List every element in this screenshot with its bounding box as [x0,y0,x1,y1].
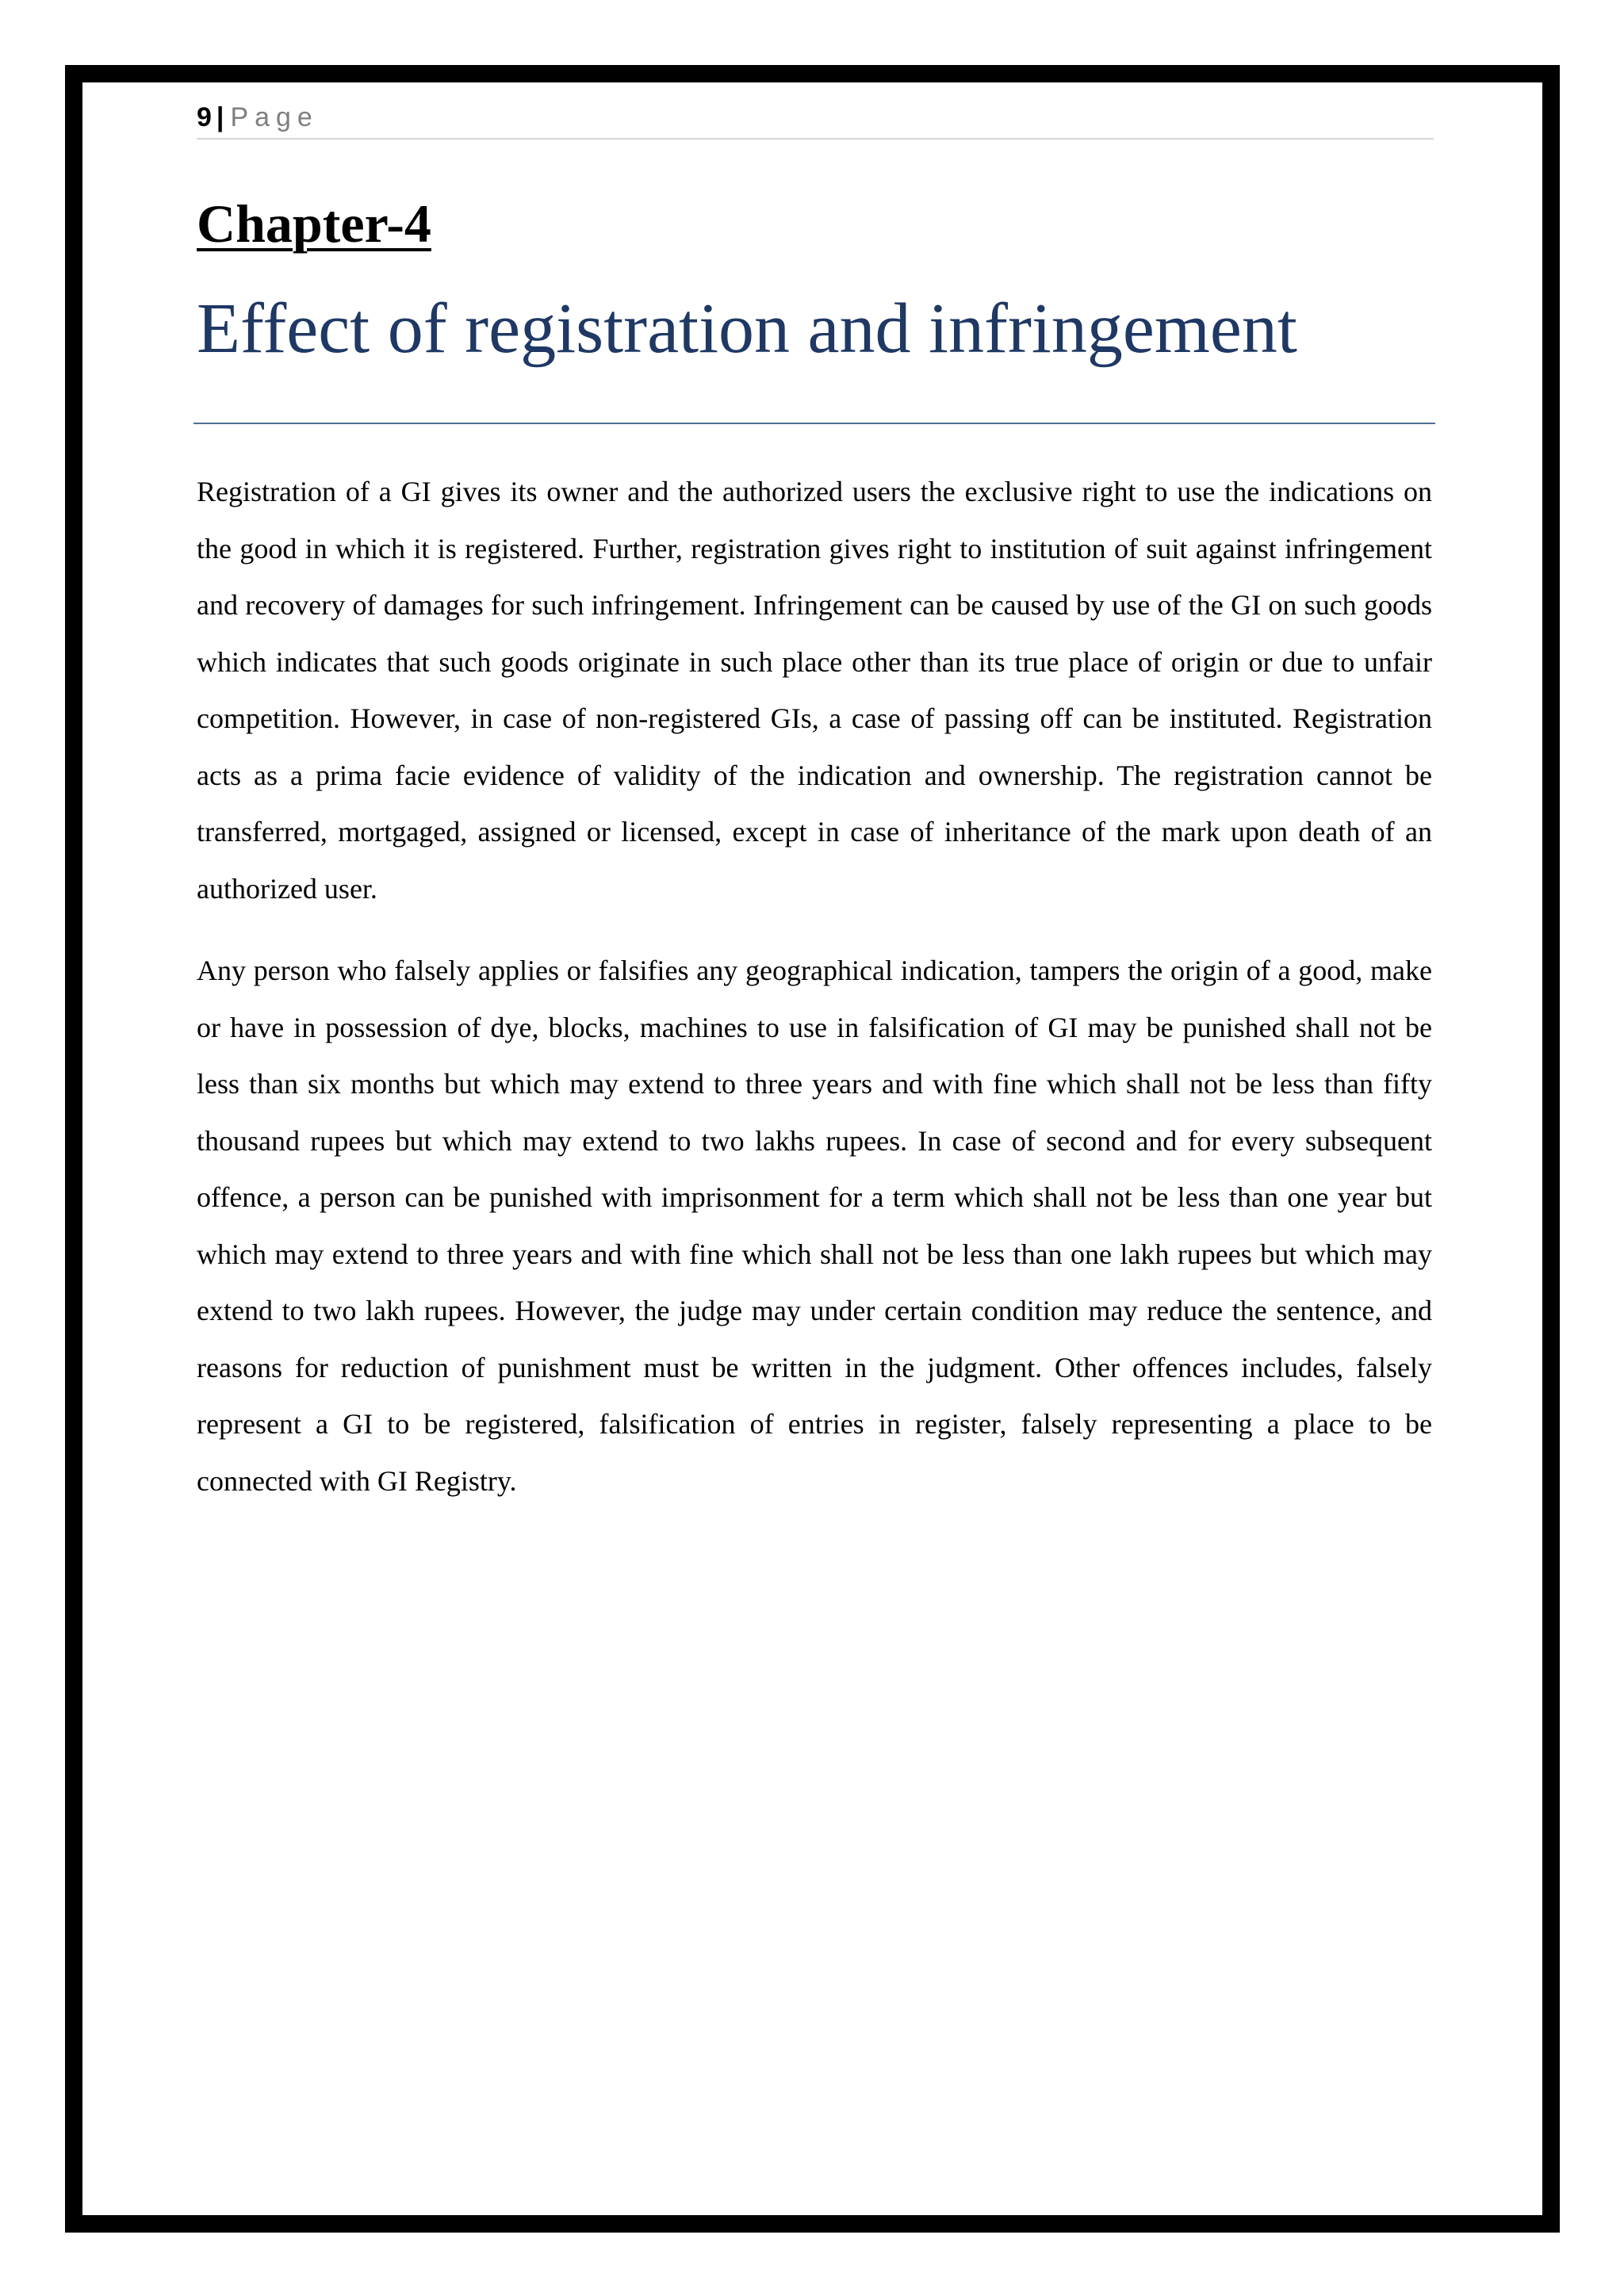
paragraph-1: Registration of a GI gives its owner and the authorized users the exclusive right to use the indications on the good in which it is registered. Further, registration gives right to institution of suit against infringement and recovery of damages for such infringement. Infringement can be caused by use of the GI on such goods which indicates that such goods originate in such place other than its true place of origin or due to unfair competition. However, in case of non-registered GIs, a case of passing off can be instituted. Registration acts as a prima facie evidence of validity of the indication and ownership. The registration cannot be transferred, mortgaged, assigned or licensed, except in case of inheritance of the mark upon death of an authorized user. [197,476,1432,905]
page-header [197,95,1434,140]
chapter-label: Chapter-4 [197,193,431,254]
body-text [197,464,1432,1535]
page-word: Page [230,102,319,132]
paragraph-2: Any person who falsely applies or falsifies any geographical indication, tampers the origin of a good, make or have in possession of dye, blocks, machines to use in falsification of GI may be punished shall not be less than six months but which may extend to three years and with fine which shall not be less than fifty thousand rupees but which may extend to two lakhs rupees. In case of second and for every subsequent offence, a person can be punished with imprisonment for a term which shall not be less than one year but which may extend to three years and with fine which shall not be less than one lakh rupees but which may extend to two lakh rupees. However, the judge may under certain condition may reduce the sentence, and reasons for reduction of punishment must be written in the judgment. Other offences includes, falsely represent a GI to be registered, falsification of entries in register, falsely representing a place to be connected with GI Registry. [197,955,1432,1497]
page-separator: | [216,102,224,132]
chapter-title: Effect of registration and infringement [197,289,1297,368]
title-divider [193,423,1435,424]
page-number: 9 [197,102,212,132]
